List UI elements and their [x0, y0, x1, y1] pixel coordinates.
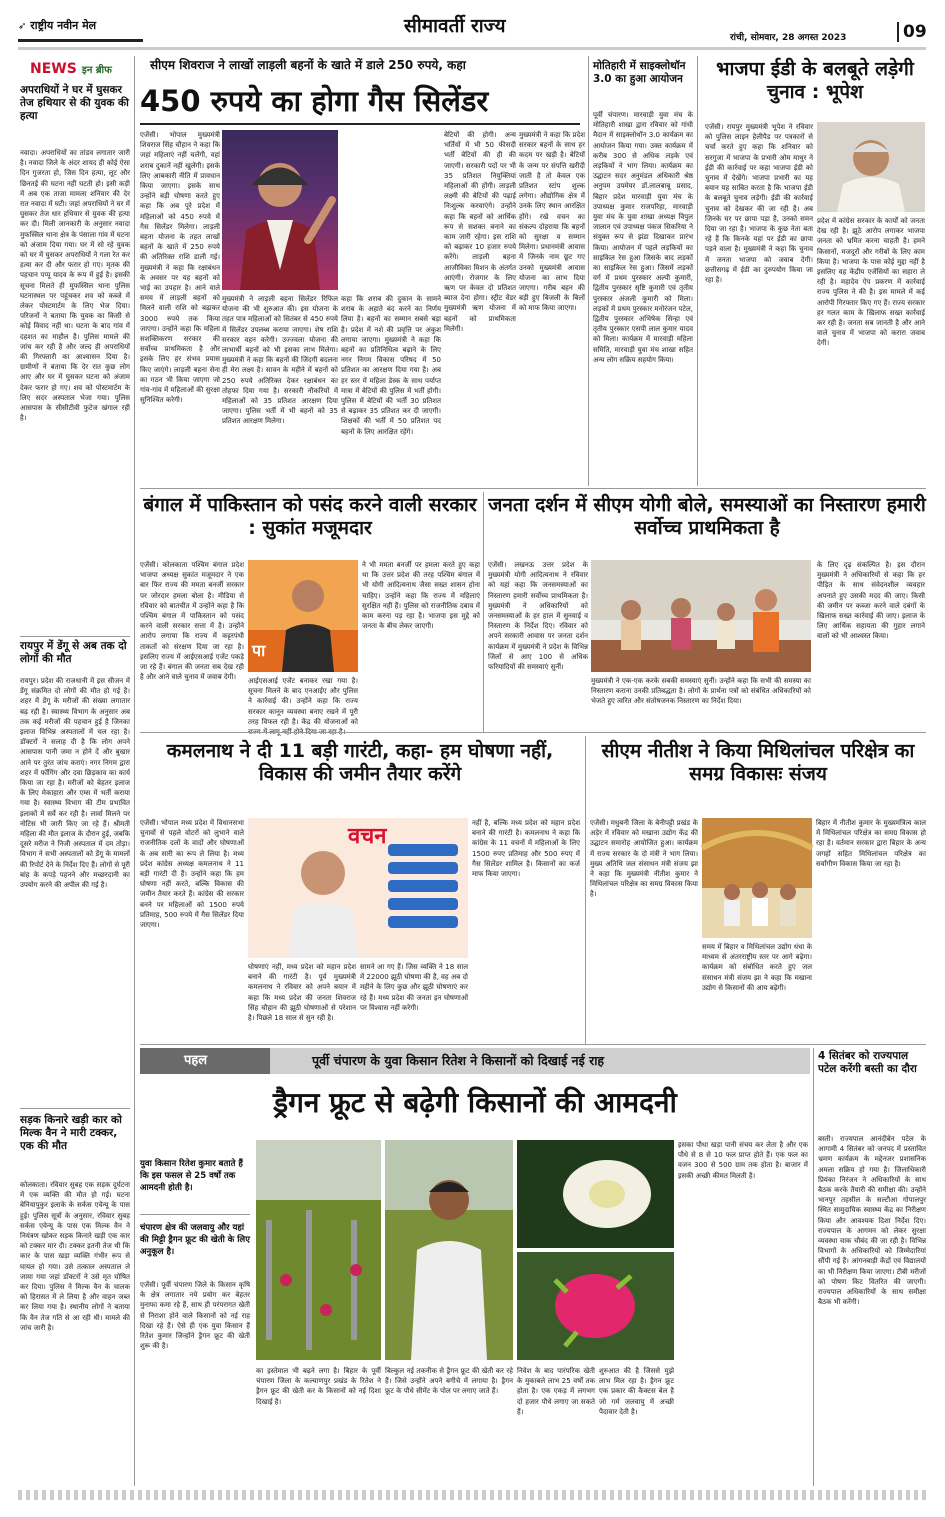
page-number: 09	[897, 22, 927, 42]
fruit-photo-icon	[517, 1252, 674, 1360]
poster-text: वचन	[348, 824, 387, 849]
rajpal-body: बस्ती। राज्यपाल आनंदीबेन पटेल के आगामी 4 सितंबर को जनपद में प्रस्तावित भ्रमण कार्यक्रम के मद्देनजर प्रशासनिक अमला सक्रिय हो गया है। जिलाधिकारी प्रियंका निरंजन ने अधिकारियों के साथ बैठक करके तैयारी की समीक्षा की। उन्होंने भानपुर तहसील के सल्टौआ गोपालपुर स्थित सामुदायिक स्वास्थ्य केंद्र का निरीक्षण किया और आवश्यक दिशा निर्देश दिए। राज्यपाल के आगमन को लेकर सुरक्षा व्यवस्था चाक चौबंद की जा रही है। विभिन्न विभागों के अधिकारियों को जिम्मेदारियां सौंपी गई हैं। आंगनबाड़ी केंद्रों एवं विद्यालयों का भी निरीक्षण किया जाएगा। टीबी मरीजों को पोषण किट वितरित की जाएगी। राज्यपाल अधिकारियों के साथ समीक्षा बैठक भी करेंगी।	[818, 1135, 926, 1307]
left-story1-body: नवादा। अपराधियों का तांडव लगातार जारी है। नवादा जिले के अंदर शायद ही कोई ऐसा दिन गुजरता हो, जिस दिन हत्या, लूट और छिनतई की घटना नहीं घटती हो। इसी कड़ी में अब एक ताजा मामला शनिवार की देर रात नवादा में घटी। जहां अपराधियों ने घर में घुसकर तेज धार हथियार से युवक की हत्या कर दी। मिली जानकारी के अनुसार नवादा मुफस्सिल थाना क्षेत्र के पंसाला गांव में घटना को अंजाम दिया गया। घर में सो रहे युवक को घर में घुसकर अपराधियों ने गला रेत कर हत्या कर दी और फरार हो गए। मृतक की पहचान पप्पू यादव के रूप में हुई है। इसकी सूचना मिलते ही मुफस्सिल थाना पुलिस घटनास्थल पर पहुंचकर शव को कब्जे में लेकर पोस्टमार्टम के लिए भेज दिया। परिजनों ने बताया कि युवक का किसी से कोई विवाद नहीं था। घटना के बाद गांव में दहशत का माहौल है। पुलिस मामले की जांच कर रही है और जल्द ही अपराधियों की गिरफ्तारी का आश्वासन दिया है। ग्रामीणों ने बताया कि देर रात कुछ लोग आए और घर में घुसकर घटना को अंजाम देकर फरार हो गए। शव को पोस्टमार्टम के लिए सदर अस्पताल भेजा गया। पुलिस आसपास के सीसीटीवी फुटेज खंगाल रही है।	[20, 149, 130, 423]
kamalnath-photo	[248, 818, 468, 958]
kamalnath-body3: सामने आ गए हैं। जिस व्यक्ति ने 18 साल में 22000 झूठी घोषणा की है, वह अब दो महीने के लिए कुछ और झूठी घोषणाएं कर रहे हैं। मध्य प्रदेश की जनता इन घोषणाओं पर विश्वास नहीं करेगी।	[360, 963, 468, 1012]
left-story3-title: सड़क किनारे खड़ी कार को मिल्क वैन ने मारी टक्कर, एक की मौत	[20, 1114, 122, 1152]
news-brief-label	[30, 58, 112, 77]
masthead-logo: ➶ राष्ट्रीय नवीन मेल	[18, 19, 97, 32]
bengal-body1: एजेंसी। कोलकाता पश्चिम बंगाल प्रदेश भाजपा अध्यक्ष सुकांत मजूमदार ने एक बार फिर राज्य की ममता बनर्जी सरकार पर जोरदार हमला बोला है। मीडिया से रविवार को बातचीत में उन्होंने कहा है कि पश्चिम बंगाल में पाकिस्तान को पसंद करने वाली सरकार सत्ता में है। उन्होंने आरोप लगाया कि राज्य में कट्टरपंथी ताकतों को संरक्षण दिया जा रहा है। इसलिए राज्य में आईएसआई एजेंट पकड़े जा रहे हैं। बंगाल की जनता सब देख रही है और आने वाले चुनाव में जवाब देगी।	[140, 561, 244, 682]
left-story3-body: कोलकाता। रविवार सुबह एक सड़क दुर्घटना में एक व्यक्ति की मौत हो गई। घटना बेनियापुकुर इलाके के सर्कस एवेन्यू के पास हुई। पुलिस सूत्रों के अनुसार, रविवार सुबह सर्कस एवेन्यू के पास एक मिल्क वैन ने नियंत्रण खोकर सड़क किनारे खड़ी एक कार को टक्कर मार दी। टक्कर इतनी तेज थी कि कार के पास खड़ा व्यक्ति गंभीर रूप से घायल हो गया। उसे तत्काल अस्पताल ले जाया गया जहां डॉक्टरों ने उसे मृत घोषित कर दिया। पुलिस ने मिल्क वैन के चालक को हिरासत में ले लिया है और वाहन जब्त कर लिया गया है। स्थानीय लोगों ने बताया कि वैन तेज गति से आ रही थी। मामले की जांच जारी है।	[20, 1181, 130, 1332]
divider	[20, 636, 130, 637]
person-photo-icon	[248, 560, 358, 672]
bhupesh-body2: प्रदेश में कांग्रेस सरकार के कार्यों को जनता देख रही है। झूठे आरोप लगाकर भाजपा जनता को भ्रमित करना चाहती है। हमने किसानों, मजदूरों और गरीबों के लिए काम किया है। भाजपा के पास कोई मुद्दा नहीं है इसलिए वह केंद्रीय एजेंसियों का सहारा ले रही है। महादेव ऐप प्रकरण में कार्रवाई राज्य पुलिस ने की है। इस मामले में कई आरोपी गिरफ्तार किए गए हैं। राज्य सरकार हर गलत काम के खिलाफ सख्त कार्रवाई कर रही है। जनता सब जानती है और आने वाले चुनाव में भाजपा को करारा जवाब देगी।	[817, 217, 925, 348]
kamalnath-body2: घोषणाएं नहीं, मध्य प्रदेश को महान प्रदेश बनाने की गारंटी है। पूर्व मुख्यमंत्री कमलनाथ ने रविवार को अपने बयान में कहा कि मध्य प्रदेश की जनता शिवराज सिंह चौहान की झूठी घोषणाओं से परेशान है। पिछले 18 साल से सुन रही है।	[248, 963, 356, 1023]
person-photo-icon	[817, 122, 925, 212]
bhupesh-body1: एजेंसी। रायपुर मुख्यमंत्री भूपेश ने रविवार को पुलिस लाइन हेलीपैड पर पत्रकारों से चर्चा करते हुए कहा कि शनिवार को सरगुजा में भाजपा के प्रभारी ओम माथुर ने ईडी की कार्रवाई पर कहा भाजपा ईडी को चुनाव में देखेंगे। भाजपा प्रभारी का यह बयान यह साबित करता है कि भाजपा ईडी के बलबूते चुनाव लड़ेगी। ईडी की कार्रवाई चुनाव को देखकर की जा रही है। अब जिनके घर पर छापा पड़ा है, उनको समन दिया जा रहा है। भाजपा के कुछ नेता बता रहे हैं कि किनके यहां पर ईडी का छापा पड़ने वाला है। मुख्यमंत्री ने कहा कि चुनाव में जनता भाजपा को जवाब देगी। छत्तीसगढ़ में ईडी का दुरुपयोग किया जा रहा है।	[705, 123, 813, 285]
pahal-headline: ड्रैगन फ्रूट से बढ़ेगी किसानों की आमदनी	[273, 1086, 677, 1119]
dateline: रांची, सोमवार, 28 अगस्त 2023	[730, 33, 847, 43]
event-photo-icon	[591, 560, 811, 672]
column-rule	[585, 736, 586, 1044]
news-brief-title: NEWS	[30, 61, 77, 77]
nitish-body1: एजेंसी। मधुबनी जिला के बेनीपट्टी प्रखंड के अड़ेर में रविवार को मखाना उद्योग केंद्र की उद्घाटन समारोह आयोजित हुआ। कार्यक्रम में राज्य सरकार के दो मंत्री ने भाग लिया। मुख्य अतिथि जल संसाधन मंत्री संजय झा ने कहा कि मुख्यमंत्री नीतीश कुमार ने मिथिलांचल परिक्षेत्र का समग्र विकास किया है।	[590, 819, 698, 899]
bhupesh-title: भाजपा ईडी के बलबूते लड़ेगी चुनाव : भूपेश	[716, 58, 914, 104]
shivraj-photo	[222, 130, 338, 290]
top-body-col1: एजेंसी। भोपाल मुख्यमंत्री शिवराज सिंह चौहान ने कहा कि जहां महिलाएं नहीं चलेंगी, वहां शराब दुकानें नहीं खुलेंगी। इसके लिए आबकारी नीति में प्रावधान किया जाएगा। इसके साथ उन्होंने बड़ी घोषणा करते हुए कहा कि अब पूरे प्रदेश में महिलाओं को 450 रुपये में गैस सिलेंडर मिलेगा। लाड़ली बहना योजना के तहत लाखों बहनों के खाते में 250 रुपये की अतिरिक्त राशि डाली गई। मुख्यमंत्री ने कहा कि रक्षाबंधन के अवसर पर यह बहनों को भाई का उपहार है। आने वाले समय में लाड़ली बहनों को मिलने वाली राशि को बढ़ाकर 3000 रुपये तक किया जाएगा। उन्होंने कहा कि महिला सशक्तिकरण सरकार की सर्वोच्च प्राथमिकता है और इसके लिए हर संभव प्रयास किए जाएंगे। लाड़ली बहना सेना का गठन भी किया जाएगा जो गांव-गांव में महिलाओं की सुरक्षा सुनिश्चित करेगी।	[140, 131, 220, 405]
pahal-body6: इसका पौधा खड़ा पानी संचय कर लेता है और एक पौधे से 8 से 10 फल प्राप्त होते हैं। एक फल का वजन 300 से 500 ग्राम तक होता है। बाजार में इसकी अच्छी कीमत मिलती है।	[678, 1141, 808, 1180]
dragon-flower-photo	[517, 1140, 674, 1248]
flower-photo-icon	[517, 1140, 674, 1248]
bhupesh-photo	[817, 122, 925, 212]
rajpal-title: 4 सितंबर को राज्यपाल पटेल करेंगी बस्ती का दौरा	[818, 1050, 917, 1075]
farm-photo	[256, 1140, 381, 1360]
top-body-col4: बेटियों की होगी। अन्य भर्तियों में भी 50 फीसदी भर्ती बेटियों की ही की जाएगी। सरकारी पदों पर भी 35 प्रतिशत नियुक्तियां महिलाओं की होंगी। लाड़ली लक्ष्मी की बेटियों की पढ़ाई निःशुल्क करवाएंगे। उन्होंने कहा कि बहनों को आर्थिक रूप से सशक्त बनाने का काम जारी रहेगा। इस राशि को बढ़ाकर 10 हजार रुपये करेंगे। लाड़ली बहना आजीविका मिशन के अंतर्गत आएंगी। रोजगार के लिए ऋण पर केवल दो प्रतिशत ब्याज देना होगा। स्ट्रीट वेंडर मुख्यमंत्री ऋण योजना में बहनों को प्राथमिकता मिलेगी।	[444, 131, 516, 333]
top-headline: 450 रुपये का होगा गैस सिलेंडर	[140, 84, 489, 118]
pahal-body5: शुरुआत की है जिससे मुझे लाभ मिल रहा है। ड्रैगन फ्रूट एक प्रकार की कैक्टस बेल है जो गर्म जलवायु में अच्छी पैदावार देती है।	[599, 1367, 674, 1416]
header-rule	[18, 47, 926, 50]
pahal-body4: निवेश के बाद पारंपरिक खेती के मुकाबले लाभ 25 वर्षों तक होता है। एक एकड़ में लगभग दो हजार पौधे लगाए जा सकते हैं।	[517, 1367, 595, 1416]
masthead-rule	[18, 39, 143, 42]
divider	[20, 1108, 130, 1109]
yogi-headline: जनता दर्शन में सीएम योगी बोले, समस्याओं का निस्तारण हमारी सर्वोच्च प्राथमिकता है	[488, 494, 926, 540]
left-story2-title: रायपुर में डेंगू से अब तक दो लोगों की मौत	[20, 640, 127, 665]
pahal-body3: बिल्कुल नई तकनीक से ड्रैगन फ्रूट की खेती कर रहे हैं। जिसे उन्होंने अपने बगीचे में लगाया है। ड्रैगन फ्रूट के पौधे सीमेंट के पोल पर लगाए जाते हैं।	[385, 1367, 513, 1396]
dragon-fruit-photo	[517, 1252, 674, 1360]
section-divider	[140, 1044, 926, 1045]
svg-text:पा: पा	[252, 641, 266, 660]
nitish-photo	[702, 818, 812, 938]
pahal-quote2: चंपारण क्षेत्र की जलवायु और यहां की मिट्टी ड्रैगन फ्रूट की खेती के लिए अनुकूल है।	[140, 1223, 250, 1257]
yogi-body3: के लिए दृढ़ संकल्पित है। इस दौरान मुख्यमंत्री ने अधिकारियों से कहा कि हर पीड़ित के साथ संवेदनशील व्यवहार अपनाते हुए उसकी मदद की जाए। किसी की जमीन पर कब्जा करने वाले दबंगों के खिलाफ सख्त कार्रवाई की जाए। इलाज के लिए आर्थिक सहायता की गुहार लगाने वालों को भी आश्वस्त किया।	[817, 561, 925, 641]
pahal-body1: एजेंसी। पूर्वी चंपारण जिले के किसान कृषि के क्षेत्र लगातार नये प्रयोग कर बेहतर मुनाफा कमा रहे हैं, साथ ही परंपरागत खेती से निराशा होने वाले किसानों को नई राह दिखा रहे हैं। ऐसे ही एक युवा किसान हैं रितेश कुमार जिन्होंने ड्रैगन फ्रूट की खेती शुरू की है।	[140, 1281, 250, 1351]
pahal-body2: का इस्तेमाल भी बढ़ने लगा है। बिहार के पूर्वी चंपारण जिला के कल्याणपुर प्रखंड के रितेश ने ड्रैगन फ्रूट की खेती कर के किसानों को नई दिशा दिखाई है।	[256, 1367, 381, 1406]
person-photo-icon	[385, 1140, 513, 1360]
yogi-body1: एजेंसी। लखनऊ उत्तर प्रदेश के मुख्यमंत्री योगी आदित्यनाथ ने रविवार को यहां कहा कि जनसमस्याओं का निस्तारण हमारी सर्वोच्च प्राथमिकता है। मुख्यमंत्री ने अधिकारियों को जनसमस्याओं के हर हाल में सुनवाई व निस्तारण के निर्देश दिए। रविवार को अपने सरकारी आवास पर जनता दर्शन कार्यक्रम में मुख्यमंत्री ने प्रदेश के विभिन्न जिलों से आए 100 से अधिक फरियादियों की समस्याएं सुनीं।	[488, 561, 588, 672]
motihari-title: मोतिहारी में साइक्लोथॉन 3.0 का हुआ आयोजन	[593, 60, 686, 85]
top-body-col5: मुख्यमंत्री ने कहा कि प्रदेश सरकार बहनों के साथ हर कदम पर खड़ी है। बेटियों के जन्म पर संपत्ति खरीदी जाती है तो केवल एक प्रतिशत स्टांप शुल्क लगेगा। औद्योगिक क्षेत्र में उनके लिए स्थान आरक्षित होंगे। रखे वचन का संकल्प दोहराया कि बहनों को सुरक्षा व सम्मान मिलेगा। प्रधानमंत्री आवास में जिनके नाम छूट गए उनको मुख्यमंत्री आवास योजना का लाभ दिया जाएगा। गरीब बहन की बड़ी हुए बिजली के बिलों को माफ किया जाएगा।	[519, 131, 585, 313]
yogi-photo	[591, 560, 811, 672]
column-rule	[697, 56, 698, 486]
kamalnath-headline: कमलनाथ ने दी 11 बड़ी गारंटी, कहा- हम घोषणा नहीं, विकास की जमीन तैयार करेंगे	[166, 740, 554, 786]
news-brief-subtitle: इन ब्रीफ	[81, 65, 112, 76]
section-title: सीमावर्ती राज्य	[404, 15, 506, 37]
motihari-body: पूर्वी चंपारण। मारवाड़ी युवा मंच के मोतिहारी शाखा द्वारा रविवार को गांधी मैदान में साइक्लोथॉन 3.0 कार्यक्रम का आयोजन किया गया। उक्त कार्यक्रम में करीब 300 से अधिक लड़के एवं लड़कियों ने भाग लिया। कार्यक्रम का उद्घाटन सदर अनुमंडल अधिकारी श्रेष्ठ अनुपम उपमेयर डॉ.लालबाबू प्रसाद, बिहार प्रदेश मारवाड़ी युवा मंच के उपाध्यक्ष कुमार राजपरिहा, मारवाड़ी युवा मंच के युवा शाखा अध्यक्ष विपुल जालान एवं उपाध्यक्ष पंकज सिकरिया ने संयुक्त रूप से झंडा दिखाकर प्रारंभ किया। आयोजन में पहले लड़कियों का साइकिल रेस हुआ जिसके बाद लड़कों का साइकिल रेस हुआ। जिसमें लड़कों वर्ग में प्रथम पुरस्कार अल्पी कुमारी, द्वितीय पुरस्कार सृष्टि कुमारी एवं तृतीय पुरस्कार अंजली कुमारी को मिला। लड़कों में प्रथम पुरस्कार मनोरंजन पटेल, द्वितीय पुरस्कार अभिषेक सिन्हा एवं तृतीय पुरस्कार एसपी लाल कुमार यादव को मिला। कार्यक्रम में मारवाड़ी महिला समिति, मारवाड़ी युवा मंच शाखा सहित अन्य लोग सक्रिय सहयोग किया।	[593, 111, 693, 364]
top-kicker: सीएम शिवराज ने लाखों लाड़ली बहनों के खाते में डाले 250 रुपये, कहा	[150, 58, 466, 72]
top-divider	[140, 123, 580, 125]
bengal-body2: आईएसआई एजेंट बनाकर रखा गया है। सूचना मिलने के बाद एनआईए और पुलिस ने कार्रवाई की। उन्होंने कहा कि राज्य सरकार कानून व्यवस्था बनाए रखने में पूरी तरह विफल रही है। केंद्र की योजनाओं को	[248, 677, 358, 726]
left-story1-title: अपराधियों ने घर में घुसकर तेज हथियार से की युवक की हत्या	[20, 84, 129, 122]
top-body-col2: मुख्यमंत्री ने लाड़ली बहना सिलेंडर रिफिल योजना की भी शुरुआत की। इस योजना के तहत पात्र महिलाओं को सितंबर से 450 रुपये में सिलेंडर उपलब्ध कराया जाएगा। शेष राशि सरकार वहन करेगी। उज्ज्वला योजना की लाभार्थी बहनों को भी इसका लाभ मिलेगा। मुख्यमंत्री ने कहा कि बहनों की जिंदगी बदलना ही मेरा लक्ष्य है। सावन के महीने में बहनों को 250 रुपये अतिरिक्त देकर रक्षाबंधन का तोहफा दिया गया है। सरकारी नौकरियों में महिलाओं को 35 प्रतिशत आरक्षण दिया जाएगा। पुलिस भर्ती में भी बहनों को 35 प्रतिशत आरक्षण मिलेगा।	[222, 295, 338, 426]
yogi-body2: मुख्यमंत्री ने एक-एक करके सबकी समस्याएं सुनीं। उन्होंने कहा कि सभी की समस्या का निस्तारण कराना उनकी प्रतिबद्धता है। लोगों के प्रार्थना पत्रों को संबंधित अधिकारियों को भेजते हुए त्वरित और संतोषजनक निस्तारण का निर्देश दिया।	[591, 677, 811, 706]
event-photo-icon	[702, 818, 812, 938]
pahal-banner	[140, 1048, 810, 1074]
bengal-headline: बंगाल में पाकिस्तान को पसंद करने वाली सरकार : सुकांत मजूमदार	[143, 494, 477, 540]
column-rule	[134, 56, 135, 1486]
kamalnath-body1: एजेंसी। भोपाल मध्य प्रदेश में विधानसभा चुनावों से पहले वोटरों को लुभाने वाले राजनीतिक दलों के वादों और घोषणाओं के अब सारी का रूप ले लिया है। मध्य प्रदेश कांग्रेस अध्यक्ष कमलनाथ ने 11 बड़ी गारंटी दी हैं। उन्होंने कहा कि हम घोषणा नहीं करते, बल्कि विकास की जमीन तैयार करते हैं। कांग्रेस की सरकार बनने पर महिलाओं को 1500 रुपये प्रतिमाह, 500 रुपये में गैस सिलेंडर दिया जाएगा।	[140, 819, 244, 930]
footer-rule	[18, 1490, 926, 1500]
sukant-photo	[248, 560, 358, 672]
column-rule	[813, 1048, 814, 1486]
column-rule	[588, 56, 589, 486]
column-rule	[483, 492, 484, 732]
left-story2-body: रायपुर। प्रदेश की राजधानी में इस सीजन में डेंगू संक्रमित दो लोगों की मौत हो गई है। शहर में डेंगू के मरीजों की संख्या लगातार बढ़ रही है। स्वास्थ्य विभाग के अनुसार अब तक कई मरीजों की पहचान हुई है जिनका इलाज विभिन्न अस्पतालों में चल रहा है। डॉक्टरों ने सलाह दी है कि लोग अपने आसपास पानी जमा न होने दें और बुखार आने पर तुरंत जांच कराएं। नगर निगम द्वारा शहर में फॉगिंग और दवा छिड़काव का कार्य किया जा रहा है। मरीजों को बेहतर इलाज के लिए मेकाहारा और एम्स में भर्ती कराया गया है। स्वास्थ्य विभाग की टीम प्रभावित इलाकों में सर्वे कर रही है। लार्वा मिलने पर नोटिस भी जारी किए जा रहे हैं। श्रीमती महिला की मौत इलाज के दौरान हुई, जबकि दूसरे मरीज ने निजी अस्पताल में दम तोड़ा। विभाग ने सभी अस्पतालों को डेंगू के मामलों की रिपोर्ट देने के निर्देश दिए हैं। लोगों से पूरी बांह के कपड़े पहनने और मच्छरदानी का उपयोग करने की अपील की गई है।	[20, 677, 130, 890]
bengal-body3: ने भी ममता बनर्जी पर हमला करते हुए कहा था कि उत्तर प्रदेश की तरह पश्चिम बंगाल में भी योगी आदित्यनाथ जैसा सख्त शासन होना चाहिए। उन्होंने कहा कि राज्य में महिलाएं सुरक्षित नहीं हैं। पुलिस को राजनीतिक दबाव में काम करना पड़ रहा है। भाजपा इस मुद्दे को जनता के बीच लेकर जाएगी।	[362, 561, 480, 631]
pahal-kicker: पूर्वी चंपारण के युवा किसान रितेश ने किसानों को दिखाई नई राह	[312, 1053, 605, 1068]
masthead	[0, 0, 945, 50]
kamalnath-body4: नहीं है, बल्कि मध्य प्रदेश को महान प्रदेश बनाने की गारंटी है। कमलनाथ ने कहा कि कांग्रेस के 11 वचनों में महिलाओं के लिए 1500 रुपए प्रतिमाह और 500 रुपए में गैस सिलेंडर शामिल है। किसानों का कर्ज माफ किया जाएगा।	[472, 819, 580, 879]
section-divider	[140, 488, 926, 489]
nitish-headline: सीएम नीतीश ने किया मिथिलांचल परिक्षेत्र का समग्र विकासः संजय	[601, 740, 915, 786]
person-photo-icon	[222, 130, 338, 290]
nitish-body3: बिहार में नीतीश कुमार के मुख्यमंत्रित्व काल में मिथिलांचल परिक्षेत्र का समग्र विकास हो रहा है। वर्तमान सरकार द्वारा बिहार के अन्य जगहों सहित मिथिलांचल परिक्षेत्र का सर्वांगीण विकास किया जा रहा है।	[816, 819, 926, 868]
divider	[140, 1214, 250, 1215]
ritesh-photo	[385, 1140, 513, 1360]
section-divider	[140, 732, 926, 733]
nitish-body2: समय में बिहार व मिथिलांचल उद्योग धंधा के माध्यम से अंतरराष्ट्रीय स्तर पर आगे बढ़ेगा। कार्यक्रम को संबोधित करते हुए जल संसाधन मंत्री संजय झा ने कहा कि मखाना उद्योग से किसानों की आय बढ़ेगी।	[702, 943, 812, 992]
crop-field-photo-icon	[256, 1140, 381, 1360]
pahal-quote1: युवा किसान रितेश कुमार बताते हैं कि इस फसल से 25 वर्षों तक आमदनी होती है।	[140, 1159, 243, 1193]
pahal-label: पहल	[140, 1048, 270, 1074]
bird-logo-icon: ➶	[18, 21, 27, 32]
top-body-col3: कहा कि शराब की दुकान के सामने शराब के अहाते बंद करने का निर्णय लिया है। बहनों का सम्मान सबसे बड़ा है। प्रदेश में नशे की प्रवृत्ति पर अंकुश लगाया जाएगा। मुख्यमंत्री ने कहा कि बहनों का प्रतिनिधित्व बढ़ाने के लिए नगर निगम विकास परिषद में 50 प्रतिशत का आरक्षण दिया गया है। अब हर स्तर में महिला डेस्क के साथ पर्याप्त मात्रा में बेटियों की पुलिस में भर्ती होगी। पुलिस में बेटियों की भर्ती 30 प्रतिशत से बढ़ाकर 35 प्रतिशत कर दी जाएगी। शिक्षकों की भर्ती में 50 प्रतिशत पद बहनों के लिए आरक्षित रहेंगे।	[341, 295, 441, 436]
